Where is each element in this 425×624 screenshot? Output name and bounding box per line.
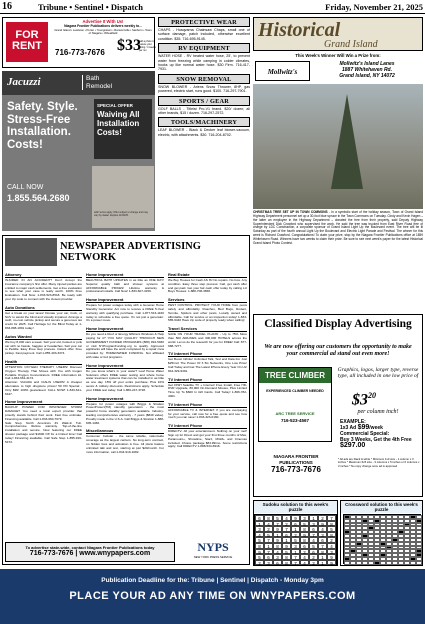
sudoku-cell: 3	[273, 554, 282, 560]
for-rent-phone: 716-773-7676	[55, 48, 105, 57]
sudoku-cell: 6	[318, 537, 327, 543]
sudoku-cell: 4	[318, 526, 327, 532]
sudoku-cell: 2	[255, 560, 264, 566]
sudoku-cell: 2	[300, 549, 309, 555]
protective-wear-text: CHAPS - Husqvarna Chainsaw Chaps, small one of surface damage, patch included, otherwise excellent condition. $35. 716-695-9145.	[158, 28, 250, 41]
jacuzzi-brand-sub: Bath Remodel	[82, 75, 112, 90]
network-ad-text: Consumer Cellular - the same reliable, nationwide coverage as the largest carriers. No long-term contract, no hidden fees and activation is free. All plans feature unlimited talk and text, starting at just $20/month. For more information, call 1-844-919-1682.	[86, 434, 164, 454]
network-category: Home Improvement	[86, 272, 164, 278]
sudoku-cell: 9	[327, 554, 336, 560]
network-category: Health	[5, 359, 82, 365]
crossword-title: Crossword solution to this week's puzzle	[341, 501, 422, 513]
sudoku-cell: 6	[309, 526, 318, 532]
sudoku-cell: 5	[282, 549, 291, 555]
network-category: Real Estate	[168, 272, 247, 278]
sudoku-cell: 6	[309, 549, 318, 555]
historical-subtitle: Grand Island	[324, 39, 378, 50]
network-category: Services	[168, 297, 247, 303]
sudoku-cell: 5	[255, 537, 264, 543]
sudoku-cell: 1	[309, 515, 318, 521]
winner-city: Grand Island, NY 14072	[339, 73, 395, 79]
network-ad-text: We buy 8,000 cars a week. Sell your old, busted or junk car with no hassle, haggles or headaches. Sell your car to Peddle. Easy three step process. Instant offer. Free pickup. Fast payment. Call 1-855-403-3374.	[5, 339, 82, 356]
rv-equipment-text: WATER HOSE - RV heated water hose, 25', to prevent water from freezing while camping in colder climates, hooks up like normal water hose. $30 Firm. 716-417-7931.	[158, 54, 250, 72]
sudoku-cell: 4	[273, 549, 282, 555]
sports-gear-title: SPORTS / GEAR	[179, 97, 229, 105]
sudoku-cell: 6	[264, 554, 273, 560]
sudoku-cell: 7	[273, 521, 282, 527]
jacuzzi-headline: Safety. Style. Stress-Free Installation. Costs!	[7, 101, 78, 151]
crossword-grid	[343, 514, 421, 564]
historical-caption: This Week's Winner Will Win a Prize from:	[295, 53, 381, 58]
classified-example: EXAMPLE: 1x3 Ad $99/week Commercial Special: Buy 3 Weeks, Get the 4th Free $297.00	[340, 419, 412, 449]
sudoku-cell: 4	[255, 532, 264, 538]
winner-address: 1887 Whitehaven Rd.	[341, 67, 392, 73]
sudoku-cell: 3	[255, 526, 264, 532]
network-title: NEWSPAPER ADVERTISING NETWORK	[60, 241, 201, 263]
network-category: Autos Wanted	[5, 334, 82, 340]
tree-climber-phone: 716-523-4567	[280, 418, 310, 423]
sudoku-cell: 7	[309, 532, 318, 538]
network-category: Auto Donations	[5, 305, 82, 311]
network-col-2	[86, 269, 164, 540]
sudoku-cell: 6	[255, 515, 264, 521]
network-ad-text: BACKUP POWER FOR WHATEVER STORM DAMAGE? You need a local expert provider that proudly stands behind their work. Fast free estimate. Financing available. Call 1-833-660-7679.	[5, 405, 82, 421]
network-ad-text: Prepare for power outages with Briggs & Stratton PowerProtect(TM) standby generators - the most powerful home standby generators available. Industry-leading comprehensive warranty - 7 years ($849 value). Proudly made in the U.S.A. Call Briggs & Stratton 1-888-605-1466.	[86, 401, 164, 425]
sudoku-cell: 5	[300, 521, 309, 527]
sudoku-cell: 8	[264, 515, 273, 521]
sudoku-cell: 1	[273, 532, 282, 538]
nyps-logo: NYPS NEW YORK PRESS SERVICE	[193, 540, 233, 559]
classified-subtitle: We are now offering our customers the opportunity to make your commercial ad stand out even more!	[264, 344, 412, 357]
issue-date: Friday, November 21, 2025	[325, 2, 423, 12]
sudoku-cell: 1	[264, 543, 273, 549]
christmas-tree-photo	[253, 84, 423, 209]
for-rent-title: FOR RENT	[6, 22, 48, 62]
sudoku-cell: 5	[273, 515, 282, 521]
network-ad-text: Safe Step. North America's #1 Walk-In Tub. Comprehensive lifetime warranty. Top-of-the-line installation and service. Now featuring our FREE shower package and $1600 Off for a limited time! Call today! Financing available. Call Safe Step 1-855-916-5473.	[5, 420, 82, 444]
sudoku-cell: 4	[327, 543, 336, 549]
sudoku-cell: 3	[309, 521, 318, 527]
sudoku-grid	[254, 514, 337, 566]
publication-name: Tribune • Sentinel • Dispatch	[38, 2, 143, 12]
sudoku-cell: 9	[273, 537, 282, 543]
sudoku-cell: 7	[318, 543, 327, 549]
network-footer-contact: 716-773-7676 | www.wnypapers.com	[29, 550, 151, 557]
network-ad-text: Get Boost Infinite! Unlimited Talk, Text and Data For Just $25/mo! The Power Of 3 5G Networks, One Low Price! Call Today and Get The Latest iPhone Every Year On Us! 844-329-9391.	[168, 357, 247, 373]
tree-climber-company: ARC TREE SERVICE	[275, 411, 315, 416]
sudoku-cell: 2	[264, 526, 273, 532]
sudoku-cell: 4	[300, 560, 309, 566]
sudoku-cell: 8	[318, 549, 327, 555]
sudoku-cell: 9	[327, 560, 336, 566]
classified-price-unit: per column inch!	[357, 409, 399, 415]
sudoku-cell: 1	[255, 521, 264, 527]
network-footer-web[interactable]: www.wnypapers.com	[79, 550, 151, 557]
sudoku-cell: 8	[300, 526, 309, 532]
network-footer	[5, 542, 175, 562]
snow-removal-text: SNOW BLOWER - Ariens Snow Thrower, 8HP, gas powered, electric start, runs good. $100. 716-297-7901.	[158, 84, 250, 94]
network-ad-text: AFFORDABLE TV & INTERNET. If you are overpaying for your service, call now for a free quote and see how much you can save! 1-833-323-0160.	[168, 407, 247, 420]
network-category: TV Internet Phone	[168, 423, 247, 429]
network-category: TV Internet Phone	[168, 377, 247, 383]
ny-state-map	[5, 238, 57, 266]
tree-caption: CHRISTMAS TREE SET UP IN TOWN COMMONS	[253, 210, 328, 214]
classified-price: $\$3^{20}$	[352, 391, 376, 409]
sudoku-cell: 6	[291, 521, 300, 527]
sudoku-cell: 5	[255, 554, 264, 560]
protective-wear-title: PROTECTIVE WEAR	[171, 19, 237, 26]
sudoku-cell: 9	[282, 543, 291, 549]
sudoku-cell: 7	[327, 515, 336, 521]
sudoku-cell: 6	[282, 532, 291, 538]
sudoku-cell: 5	[264, 532, 273, 538]
jacuzzi-offer-box	[94, 99, 152, 159]
network-category: Home Improvement	[86, 297, 164, 303]
network-ad-text: Attention: VIAGRA and CIALIS USERS! A cheaper alternative to high drugstore prices! 50 Pill Special - Only $99! 100% guaranteed. CALL NOW! 1-833-641-6447.	[5, 380, 82, 396]
network-ad-text: Get a break on your taxes! Donate your car, truck, or SUV to assist the blind and visually impaired. Arrange a swift, no-cost vehicle pickup and secure a generous tax credit for 2025. Call Heritage for the Blind Today at 1-833-898-1891 today!	[5, 310, 82, 330]
network-category: Home Improvement	[86, 363, 164, 369]
tools-machinery-title: TOOLS/MACHINERY	[170, 119, 238, 127]
jacuzzi-offer-title: SPECIAL OFFER	[97, 103, 133, 108]
network-footer-text: To advertise state-wide, contact Niagara Frontier Publications today	[25, 545, 155, 550]
jacuzzi-phone: 1.855.564.2680	[7, 193, 70, 203]
network-category: Attorney	[5, 272, 82, 278]
jacuzzi-offer-text: Waiving All Installation Costs!	[97, 110, 140, 137]
sudoku-cell: 8	[273, 543, 282, 549]
page-header	[0, 0, 425, 14]
for-rent-areas: Grand Island • Lewiston • Porter • Youngstown • Ransomville • Sanborn • Town of Niagara • Wheatfield	[54, 28, 152, 36]
sports-gear-text: GOLF BALLS - Titleist Pro-V1 brand. $20/ dozen; all other brands, $15 / dozen. 716-297-2572.	[158, 106, 250, 116]
tree-article	[253, 211, 423, 246]
network-category: Miscellaneous	[86, 428, 164, 434]
tree-climber-title: TREE CLIMBER	[259, 368, 331, 383]
for-rent-price-note: add a photo to feature your listing / 4 weeks per run	[139, 40, 156, 52]
network-ad-text: SAVE ON YOUR TRAVEL PLANS! - Up to 75% More than 500 AIRLINES and 300,000 HOTELS across the world. Let us do the research for you for FREE! Call: 877-988-7277.	[168, 332, 247, 348]
network-category: Home Improvement	[86, 396, 164, 402]
sudoku-cell: 8	[255, 543, 264, 549]
sudoku-cell: 4	[264, 521, 273, 527]
sudoku-cell: 3	[291, 543, 300, 549]
sudoku-cell: 7	[264, 549, 273, 555]
sudoku-cell: 8	[300, 537, 309, 543]
sudoku-cell: 2	[327, 537, 336, 543]
sudoku-cell: 2	[282, 521, 291, 527]
sudoku-box	[253, 500, 338, 566]
classified-phone: 716-773-7676	[271, 465, 321, 474]
sudoku-cell: 4	[282, 515, 291, 521]
classified-notes: * All ads are black & white * Minimum 1x3 size - 1 column x 3 inches * Maximum 6x5 size - 3 columns x 5 inches or 6 columns x 3 inches * No copy change once ad is approved	[338, 457, 420, 468]
classified-display-ad	[253, 314, 423, 497]
sudoku-cell: 6	[273, 560, 282, 566]
sudoku-cell: 5	[291, 537, 300, 543]
sudoku-cell: 3	[264, 560, 273, 566]
sudoku-cell: 3	[300, 515, 309, 521]
page-number: 16	[2, 1, 12, 12]
for-rent-ad[interactable]	[2, 17, 155, 68]
sudoku-cell: 7	[264, 537, 273, 543]
network-ad-text: PEST CONTROL: PROTECT YOUR HOME from pests safely and affordably. Roaches, Bed Bugs, Rodent, Termite, Spiders and other pests. Locally owned and affordable. Call for service or an inspection today! 1-833-585-6440 Have zip code of property ready when calling!	[168, 303, 247, 323]
sudoku-cell: 2	[309, 560, 318, 566]
historical-banner	[253, 17, 423, 51]
sudoku-cell: 3	[318, 532, 327, 538]
sudoku-cell: 6	[300, 543, 309, 549]
sudoku-cell: 8	[282, 560, 291, 566]
network-col-1	[5, 269, 82, 540]
sudoku-cell: 9	[318, 521, 327, 527]
sudoku-cell: 9	[273, 526, 282, 532]
sudoku-cell: 8	[282, 554, 291, 560]
footer-place-ad[interactable]: PLACE YOUR AD ANY TIME ON WNYPAPERS.COM	[69, 590, 356, 602]
snow-removal-title: SNOW REMOVAL	[176, 75, 232, 83]
sudoku-title: Sudoku solution to this week's puzzle	[254, 501, 337, 513]
sudoku-cell: 9	[300, 532, 309, 538]
jacuzzi-brand: Jacuzzi	[7, 76, 41, 88]
sudoku-cell: 2	[291, 532, 300, 538]
rv-equipment-title: RV EQUIPMENT	[178, 45, 230, 53]
tools-machinery-text: LEAF BLOWER - Black & Decker leaf blower-vacuum, electric, with attachments. $30. 716-204-8702.	[158, 128, 250, 137]
sudoku-cell: 1	[282, 537, 291, 543]
crossword-box	[340, 500, 423, 566]
advertise-heading: Advertise It With Us!	[82, 19, 124, 24]
sudoku-cell: 1	[291, 526, 300, 532]
for-rent-org: Niagara Frontier Publications delivers weekly to...	[64, 24, 142, 28]
network-ad-text: BEAUTIFUL BATH UPDATES in as little as ONE DAY! Superior quality bath and shower systems at AFFORDABLE PRICES! Lifetime warranty & professional installs. Call Now! 1-833-607-3150.	[86, 278, 164, 294]
for-rent-price: $33	[117, 37, 141, 54]
tree-climber-ad	[258, 367, 332, 442]
network-ad-text: DIRECTV- All your entertainment. Nothing on your roof! Sign up for Direct and get your first three months of Max, Paramount+, Showtime, Starz, MGM+ and Cinemax included. Choice package $84.99/mo. Some restrictions apply. Call DIRECTV 1-888-534-6918.	[168, 429, 247, 449]
classified-column	[158, 17, 250, 234]
sudoku-cell: 8	[327, 521, 336, 527]
nfp-logo: NIAGARA FRONTIER PUBLICATIONS 716-773-7676	[258, 444, 334, 478]
sudoku-cell: 4	[309, 537, 318, 543]
network-category: Home Improvement	[86, 326, 164, 332]
sudoku-cell: 1	[318, 554, 327, 560]
sudoku-cell: 1	[291, 549, 300, 555]
tree-climber-sub: EXPERIENCED CLIMBER NEEDED	[266, 389, 324, 393]
tree-text: - In a symbolic start of the holiday season, Town of Grand Island Highway Department personnel set up a 30-foot blue spruce in the Town Commons on Tuesday. Cindy and Kevin Hagen – the latter an employee in the Highway Department – donated the tree from their property, said Deputy Highway Superintendent Dick Crowford who supervised the work. He said the tree was trucked from East River Road free of charge by LDC Construction, a corporate sponsor of Grand Island Light Up the Boulevard event. The tree will be lit Saturday as part of the fourth annual Light Up the Boulevard and Electric Light Parade and Festival. The winner for this week is Richard Crawford. Congratulations! To claim your prize, stop by the Niagara Frontier Publications office at 1859 Whitehaven Road. Winners have two weeks to claim their prize. Be sure to see next week's paper for the latest Historical Grand Island Photo Contest.	[253, 210, 424, 245]
footer-deadline: Publication Deadline for the: Tribune | Sentinel | Dispatch - Monday 3pm	[101, 577, 324, 584]
sudoku-cell: 5	[327, 526, 336, 532]
network-ad-text: We Buy Houses for Cash AS IS! No repairs. No fuss. Any condition. Easy three step process: Call, get cash offer and get paid. Get your fair cash offer today by calling Liz Buys Houses: 1-888-708-3658.	[168, 278, 247, 294]
network-col-3	[168, 269, 247, 540]
network-ad-text: INJURED IN AN ACCIDENT? Don't Accept the insurance company's first offer. Many injured parties are entitled to major cash settlements. Get a free evaluation to see what your case is really worth. 100% Free Evaluation. Call Now: 1-833-523-8518. Be ready with your zip code to connect with the closest provider.	[5, 278, 82, 301]
sudoku-cell: 5	[309, 543, 318, 549]
sudoku-cell: 7	[291, 560, 300, 566]
bathroom-image	[92, 166, 154, 228]
jacuzzi-fine-print: Add'l terms apply. Offer subject to change and may vary by dealer. Expires 11/30/25.	[94, 211, 148, 217]
sudoku-cell: 4	[300, 554, 309, 560]
network-category: TV Internet Phone	[168, 351, 247, 357]
winner-name: Mollwitz's Island Lanes	[339, 61, 395, 67]
sudoku-cell: 9	[255, 549, 264, 555]
network-ad-text: ATTENTION OXYGEN THERAPY USERS! Discover Oxygen Therapy That Moves with You with Inogen Portable Oxygen Concentrators. FREE information kit. Call 1-833-661-4172.	[5, 364, 82, 381]
network-ad-text: Do you know what's in your water? Leaf Home Water Solutions offers FREE water testing and whole home water treatment systems that can be installed in as little as one day. 15% off your entire purchase. Plus 10% senior & military discounts. Restrictions apply. Schedule your FREE test today. Call 1-866-247-3728.	[86, 368, 164, 392]
sudoku-cell: 7	[291, 554, 300, 560]
classified-graphics-text: Graphics, logos, larger type, reverse type, all included in one low price of	[337, 367, 419, 380]
crossword-cell	[416, 561, 422, 565]
network-category: Travel Services	[168, 326, 247, 332]
classified-title: Classified Display Advertising	[264, 318, 412, 330]
network-ad-text: Prepare for power outages today with a Generac Home Standby Generator. Act now to receive a FREE 5-Year warranty with qualifying purchase. Call 1-877-516-1160 today to schedule a free quote. It's not just a generator. It's a power move.	[86, 303, 164, 323]
sudoku-cell: 9	[291, 515, 300, 521]
network-category: TV Internet Phone	[168, 402, 247, 408]
winner-info	[312, 61, 422, 79]
jacuzzi-ad[interactable]	[2, 71, 155, 231]
network-category: Home Improvement	[5, 399, 82, 405]
sudoku-cell: 1	[318, 560, 327, 566]
sudoku-cell: 2	[318, 515, 327, 521]
jacuzzi-call: CALL NOW	[7, 184, 44, 191]
network-footer-phone: 716-773-7676	[29, 550, 74, 557]
sudoku-cell: 7	[282, 526, 291, 532]
sudoku-cell: 8	[327, 532, 336, 538]
network-ad-text: Get DISH Satellite TV + Internet! Free Install, Free HD-DVR Upgrade, 80,000 On-Demand Movies, Plus Limited Time Up To $600 In Gift Cards. Call Today! 1-866-782-4001.	[168, 382, 247, 398]
historical-title: Historical	[258, 19, 341, 41]
page-footer	[0, 569, 425, 624]
sudoku-cell: 2	[309, 554, 318, 560]
network-ad-text: Do you need a Roof or Energy Efficient Windows & Help paying for it? YOU MAY QUALIFY THROUGH NEW GOVERNMENT FUNDED PROGRAMS (888) 994-5930 or visit NYProgramFunding.org to qualify. Approved applicants will have the work completed by a repair crew provided by: HOMEOWNER FUNDING. Not affiliated with state or fed programs.	[86, 332, 164, 359]
sudoku-cell: 3	[327, 549, 336, 555]
mollwitz-logo: Mollwitz's	[255, 61, 310, 81]
